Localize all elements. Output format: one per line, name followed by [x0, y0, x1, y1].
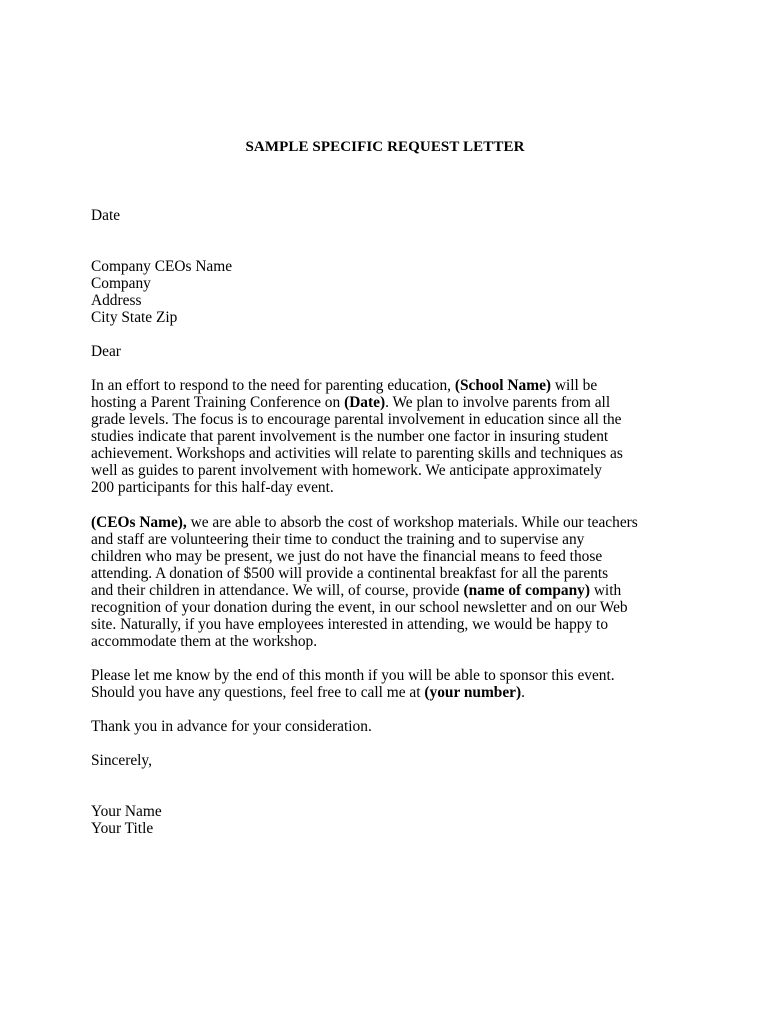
paragraph-1 — [91, 377, 691, 496]
placeholder-your-number: (your number) — [424, 684, 522, 701]
placeholder-company-name: (name of company) — [463, 582, 590, 599]
date-line — [91, 207, 691, 224]
paragraph-line: children who may be present, we just do not have the financial means to feed those — [91, 548, 603, 565]
paragraph-line: studies indicate that parent involvement is the number one factor in insuring student — [91, 428, 609, 445]
placeholder-date: (Date) — [344, 394, 386, 411]
closing-text: Sincerely, — [91, 752, 152, 769]
recipient-company: Company — [91, 275, 151, 292]
signature-title: Your Title — [91, 820, 154, 837]
closing-line — [91, 752, 691, 769]
recipient-address — [91, 258, 691, 326]
paragraph-line: well as guides to parent involvement with homework. We anticipate approximately — [91, 462, 602, 479]
letter-title: SAMPLE SPECIFIC REQUEST LETTER — [245, 139, 525, 155]
thanks-line — [91, 718, 691, 735]
paragraph-line: achievement. Workshops and activities will relate to parenting skills and techniques as — [91, 445, 623, 462]
paragraph-line: hosting a Parent Training Conference on (Date). We plan to involve parents from all — [91, 394, 611, 411]
paragraph-line: and their children in attendance. We will, of course, provide (name of company) with — [91, 582, 622, 599]
paragraph-line: 200 participants for this half-day event. — [91, 479, 334, 496]
paragraph-line: and staff are volunteering their time to conduct the training and to supervise any — [91, 531, 585, 548]
salutation-text: Dear — [91, 343, 121, 360]
paragraph-line: recognition of your donation during the event, in our school newsletter and on our Web — [91, 599, 628, 616]
paragraph-line: Should you have any questions, feel free to call me at (your number). — [91, 684, 525, 701]
paragraph-line: Please let me know by the end of this month if you will be able to sponsor this event. — [91, 667, 615, 684]
paragraph-line: grade levels. The focus is to encourage parental involvement in education since all the — [91, 411, 622, 428]
date-text: Date — [91, 207, 121, 224]
paragraph-line: accommodate them at the workshop. — [91, 633, 318, 650]
signature-name: Your Name — [91, 803, 162, 820]
paragraph-line: attending. A donation of $500 will provide a continental breakfast for all the parents — [91, 565, 609, 582]
paragraph-line: In an effort to respond to the need for parenting education, (School Name) will be — [91, 377, 598, 394]
signature-block — [91, 803, 691, 837]
paragraph-line: (CEOs Name), we are able to absorb the cost of workshop materials. While our teachers — [91, 514, 638, 531]
paragraph-2 — [91, 514, 691, 650]
salutation — [91, 343, 691, 360]
thanks-text: Thank you in advance for your consideration. — [91, 718, 372, 735]
placeholder-school-name: (School Name) — [454, 377, 552, 394]
recipient-city-state-zip: City State Zip — [91, 309, 178, 326]
recipient-address-line: Address — [91, 292, 142, 309]
paragraph-3 — [91, 667, 691, 701]
paragraph-line: site. Naturally, if you have employees interested in attending, we would be happy to — [91, 616, 609, 633]
placeholder-ceo-name: (CEOs Name), — [91, 514, 187, 531]
recipient-name: Company CEOs Name — [91, 258, 233, 275]
